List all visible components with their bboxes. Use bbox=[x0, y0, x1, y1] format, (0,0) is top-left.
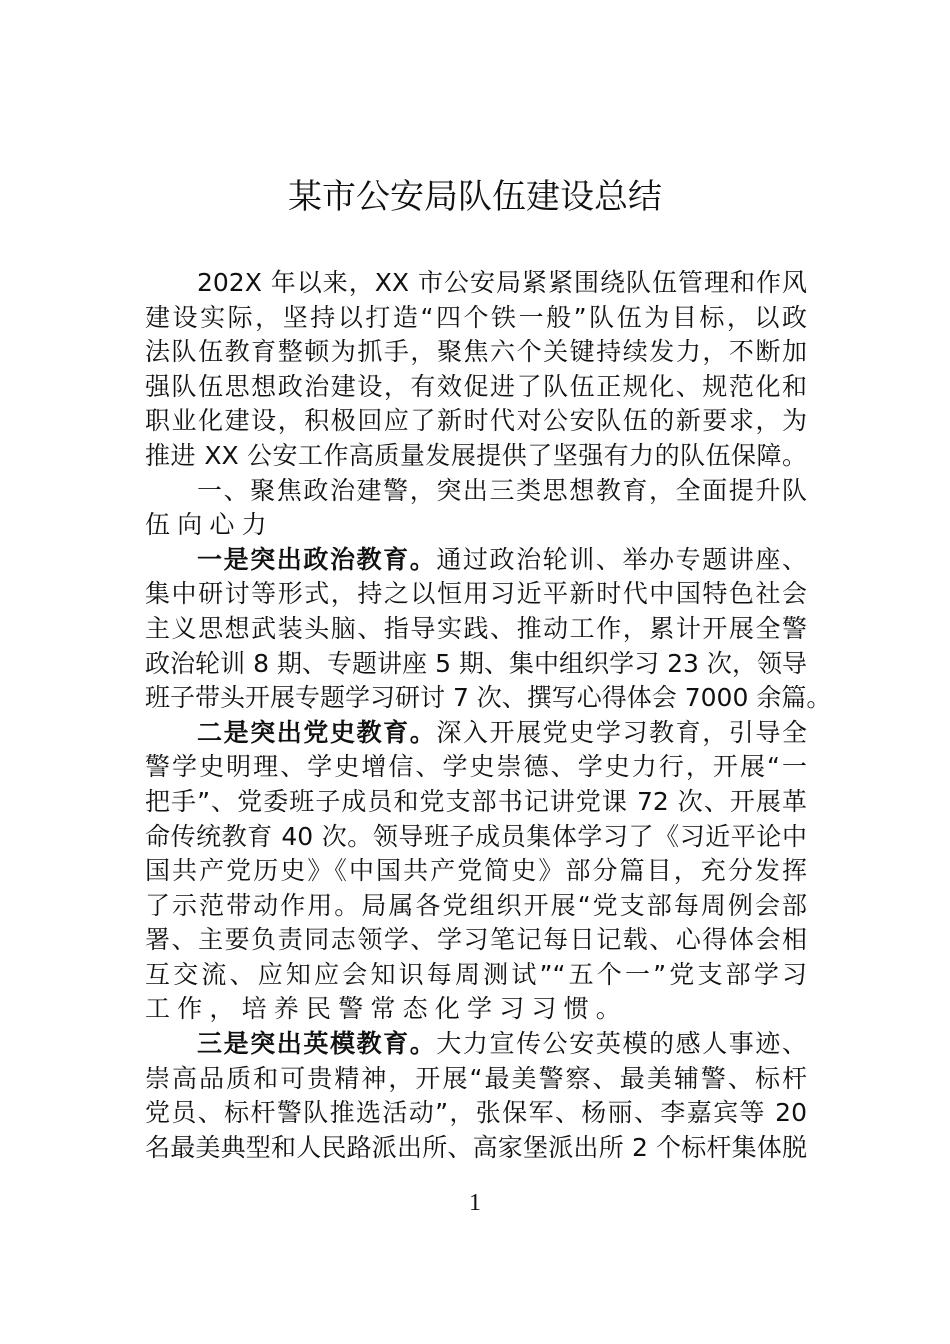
line-text: 工作，培养民警常态化学习习惯。 bbox=[145, 994, 629, 1024]
line-text: 把手”、党委班子成员和党支部书记讲党课 72 次、开展革 bbox=[145, 786, 807, 816]
document-title: 某市公安局队伍建设总结 bbox=[288, 177, 662, 217]
line-text: 202X 年以来，XX 市公安局紧紧围绕队伍管理和作风 bbox=[197, 268, 807, 297]
paragraph-line bbox=[145, 923, 807, 958]
line-text: 强队伍思想政治建设，有效促进了队伍正规化、规范化和 bbox=[145, 371, 807, 401]
line-text: 伍向心力 bbox=[145, 510, 274, 540]
document-body bbox=[145, 266, 832, 1165]
line-text: 一、聚焦政治建警，突出三类思想教育，全面提升队 bbox=[197, 475, 807, 505]
paragraph-lead-line bbox=[145, 1027, 807, 1062]
paragraph-line bbox=[145, 681, 832, 716]
line-text: 政治轮训 8 期、专题讲座 5 期、集中组织学习 23 次，领导 bbox=[145, 648, 807, 678]
line-text: 推进 XX 公安工作高质量发展提供了坚强有力的队伍保障。 bbox=[145, 440, 807, 470]
paragraph-lead-line bbox=[145, 543, 807, 578]
line-text: 名最美典型和人民路派出所、高家堡派出所 2 个标杆集体脱 bbox=[145, 1132, 807, 1162]
line-text: 集中研讨等形式，持之以恒用习近平新时代中国特色社会 bbox=[145, 579, 807, 609]
line-text: 法队伍教育整顿为抓手，聚焦六个关键持续发力，不断加 bbox=[145, 337, 807, 367]
paragraph-line bbox=[145, 577, 807, 612]
paragraph-line bbox=[145, 612, 807, 647]
line-text: 通过政治轮训、举办专题讲座、 bbox=[436, 544, 807, 574]
line-text: 大力宣传公安英模的感人事迹、 bbox=[436, 1029, 807, 1059]
line-text: 命传统教育 40 次。领导班子成员集体学习了《习近平论中 bbox=[145, 821, 807, 851]
paragraph-line bbox=[145, 301, 807, 336]
bold-lead-phrase: 二是突出党史教育。 bbox=[197, 717, 437, 747]
paragraph-line bbox=[145, 266, 807, 301]
line-text: 互交流、应知应会知识每周测试”“五个一”党支部学习 bbox=[145, 959, 807, 989]
paragraph-line bbox=[145, 1062, 807, 1097]
paragraph-line bbox=[145, 404, 807, 439]
line-text: 国共产党历史》《中国共产党简史》部分篇目，充分发挥 bbox=[145, 856, 807, 886]
paragraph-line bbox=[145, 889, 807, 924]
paragraph-line bbox=[145, 1131, 807, 1166]
line-text: 崇高品质和可贵精神，开展“最美警察、最美辅警、标杆 bbox=[145, 1063, 807, 1093]
line-text: 深入开展党史学习教育，引导全 bbox=[436, 717, 807, 747]
page-number: 1 bbox=[469, 1190, 481, 1216]
line-text: 党员、标杆警队推选活动”，张保军、杨丽、李嘉宾等 20 bbox=[145, 1098, 807, 1128]
paragraph-line bbox=[145, 335, 807, 370]
paragraph-line bbox=[145, 508, 807, 543]
paragraph-line bbox=[145, 992, 807, 1027]
paragraph-line bbox=[145, 958, 807, 993]
line-text: 主义思想武装头脑、指导实践、推动工作，累计开展全警 bbox=[145, 613, 807, 643]
bold-lead-phrase: 三是突出英模教育。 bbox=[197, 1029, 437, 1059]
paragraph-line bbox=[145, 750, 807, 785]
paragraph-line bbox=[145, 370, 807, 405]
line-text: 署、主要负责同志领学、学习笔记每日记载、心得体会相 bbox=[145, 925, 807, 955]
paragraph-line bbox=[145, 439, 807, 474]
paragraph-line bbox=[145, 474, 807, 509]
paragraph-line bbox=[145, 1096, 807, 1131]
line-text: 职业化建设，积极回应了新时代对公安队伍的新要求，为 bbox=[145, 406, 807, 436]
paragraph-line bbox=[145, 785, 807, 820]
paragraph-line bbox=[145, 820, 807, 855]
line-text: 班子带头开展专题学习研讨 7 次、撰写心得体会 7000 余篇。 bbox=[145, 683, 832, 713]
paragraph-lead-line bbox=[145, 716, 807, 751]
bold-lead-phrase: 一是突出政治教育。 bbox=[197, 544, 437, 574]
line-text: 了示范带动作用。局属各党组织开展“党支部每周例会部 bbox=[145, 890, 807, 920]
line-text: 警学史明理、学史增信、学史崇德、学史力行，开展“一 bbox=[145, 752, 807, 782]
line-text: 建设实际，坚持以打造“四个铁一般”队伍为目标，以政 bbox=[145, 302, 807, 332]
paragraph-line bbox=[145, 854, 807, 889]
paragraph-line bbox=[145, 647, 807, 682]
